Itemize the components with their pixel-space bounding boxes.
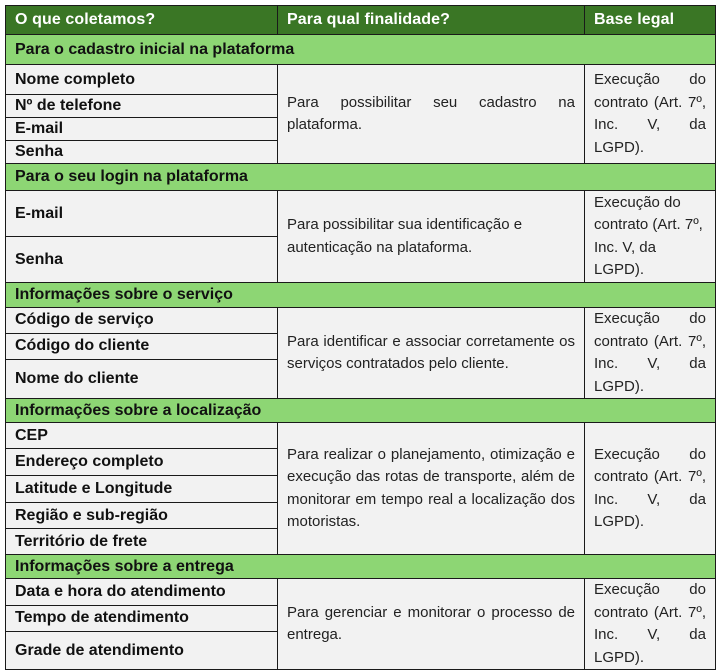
- table-row: [6, 191, 716, 237]
- table-header-row: [6, 6, 716, 35]
- data-item: Senha: [6, 237, 278, 283]
- legal-basis-cell: Execução do contrato (Art. 7º, Inc. V, da LGPD).: [585, 579, 716, 670]
- data-item: Data e hora do atendimento: [6, 579, 278, 606]
- section-title: Informações sobre a entrega: [6, 555, 716, 579]
- section-title: Informações sobre o serviço: [6, 283, 716, 308]
- table-row: [6, 308, 716, 334]
- data-item: Senha: [6, 141, 278, 164]
- section-title: Para o cadastro inicial na plataforma: [6, 35, 716, 65]
- purpose-cell: Para realizar o planejamento, otimização e execução das rotas de transporte, além de monitorar em tempo real a localização dos motoristas.: [278, 423, 585, 555]
- section-row: [6, 399, 716, 423]
- section-title: Para o seu login na plataforma: [6, 164, 716, 191]
- purpose-cell: Para gerenciar e monitorar o processo de entrega.: [278, 579, 585, 670]
- header-purpose: Para qual finalidade?: [278, 6, 585, 35]
- data-item: Grade de atendimento: [6, 632, 278, 670]
- data-item: Tempo de atendimento: [6, 605, 278, 632]
- header-legal-basis: Base legal: [585, 6, 716, 35]
- section-row: [6, 283, 716, 308]
- data-item: Endereço completo: [6, 449, 278, 476]
- data-item: Código de serviço: [6, 308, 278, 334]
- data-item: Código do cliente: [6, 333, 278, 360]
- purpose-cell: Para possibilitar sua identificação e autenticação na plataforma.: [278, 191, 585, 283]
- legal-basis-cell: Execução do contrato (Art. 7º, Inc. V, da LGPD).: [585, 65, 716, 164]
- legal-basis-cell: Execução do contrato (Art. 7º, Inc. V, da LGPD).: [585, 191, 716, 283]
- data-item: Nome do cliente: [6, 360, 278, 399]
- data-item: E-mail: [6, 118, 278, 141]
- data-item: Região e sub-região: [6, 503, 278, 529]
- section-row: [6, 555, 716, 579]
- table-row: [6, 65, 716, 95]
- table-row: [6, 579, 716, 606]
- legal-basis-cell: Execução do contrato (Art. 7º, Inc. V, da LGPD).: [585, 423, 716, 555]
- header-what-we-collect: O que coletamos?: [6, 6, 278, 35]
- section-row: [6, 35, 716, 65]
- legal-basis-cell: Execução do contrato (Art. 7º, Inc. V, da LGPD).: [585, 308, 716, 399]
- data-item: Nº de telefone: [6, 95, 278, 118]
- section-title: Informações sobre a localização: [6, 399, 716, 423]
- purpose-cell: Para possibilitar seu cadastro na plataforma.: [278, 65, 585, 164]
- data-collection-table: [5, 5, 716, 670]
- data-item: Nome completo: [6, 65, 278, 95]
- data-item: CEP: [6, 423, 278, 449]
- section-row: [6, 164, 716, 191]
- data-item: Território de frete: [6, 529, 278, 555]
- data-item: Latitude e Longitude: [6, 476, 278, 503]
- data-item: E-mail: [6, 191, 278, 237]
- purpose-cell: Para identificar e associar corretamente os serviços contratados pelo cliente.: [278, 308, 585, 399]
- table-row: [6, 423, 716, 449]
